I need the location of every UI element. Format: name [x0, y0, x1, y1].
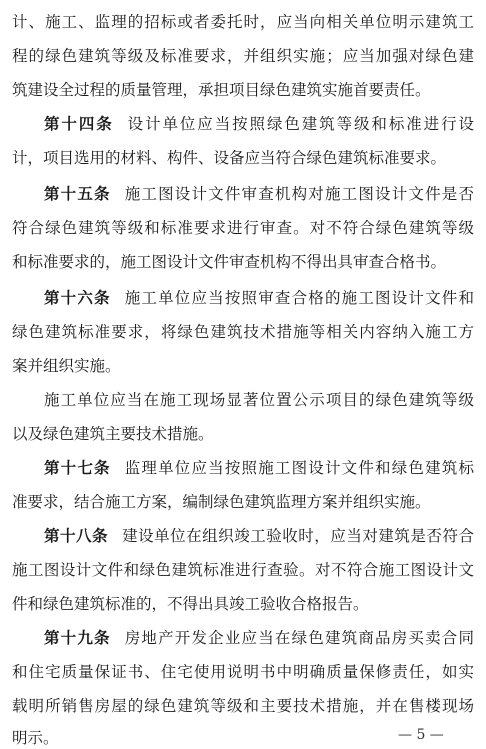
article-line [44, 458, 474, 478]
text-line: 符合绿色建筑等级和标准要求进行审查。对不符合绿色建筑等级 [12, 219, 474, 237]
text-line: 施工图设计文件和绿色建筑标准进行查验。对不符合施工图设计文 [12, 561, 474, 579]
text-line: 施工单位应当在施工现场显著位置公示项目的绿色建筑等级 [44, 391, 474, 409]
text-span: 建设单位在组织竣工验收时，应当对建筑是否符合 [122, 527, 474, 545]
text-line: 载明所销售房屋的绿色建筑等级和主要技术措施，并在售楼现场 [12, 697, 474, 715]
article-heading: 第十四条 [44, 115, 114, 133]
text-line: 筑建设全过程的质量管理，承担项目绿色建筑实施首要责任。 [12, 81, 431, 99]
article-line [44, 628, 474, 648]
article-line [44, 288, 474, 308]
article-heading: 第十六条 [44, 289, 111, 307]
text-line: 明示。 [12, 729, 59, 747]
article-line [44, 526, 474, 546]
text-line: 件和绿色建筑标准的，不得出具竣工验收合格报告。 [12, 595, 369, 613]
text-span: 施工图设计文件审查机构对施工图设计文件是否 [124, 185, 474, 203]
text-line: 准要求，结合施工方案，编制绿色建筑监理方案并组织实施。 [12, 493, 431, 511]
page-number: — 5 — [398, 727, 444, 743]
article-line [44, 184, 474, 204]
text-span: 房地产开发企业应当在绿色建筑商品房买卖合同 [124, 629, 474, 647]
text-line: 案并组织实施。 [12, 357, 121, 375]
article-line [44, 114, 474, 134]
text-line: 计、施工、监理的招标或者委托时，应当向相关单位明示建筑工 [12, 13, 474, 31]
text-span: 施工单位应当按照审查合格的施工图设计文件和 [124, 289, 474, 307]
text-span: 监理单位应当按照施工图设计文件和绿色建筑标 [124, 459, 474, 477]
text-line: 以及绿色建筑主要技术措施。 [12, 425, 214, 443]
article-heading: 第十五条 [44, 185, 111, 203]
article-heading: 第十九条 [44, 629, 111, 647]
text-line: 计，项目选用的材料、构件、设备应当符合绿色建筑标准要求。 [12, 149, 447, 167]
text-line: 和标准要求的，施工图设计文件审查机构不得出具审查合格书。 [12, 253, 447, 271]
text-line: 和住宅质量保证书、住宅使用说明书中明确质量保修责任，如实 [12, 663, 474, 681]
text-line: 程的绿色建筑等级及标准要求，并组织实施；应当加强对绿色建 [12, 47, 474, 65]
text-span: 设计单位应当按照绿色建筑等级和标准进行设 [127, 115, 474, 133]
article-heading: 第十七条 [44, 459, 111, 477]
text-line: 绿色建筑标准要求，将绿色建筑技术措施等相关内容纳入施工方 [12, 323, 474, 341]
article-heading: 第十八条 [44, 527, 109, 545]
